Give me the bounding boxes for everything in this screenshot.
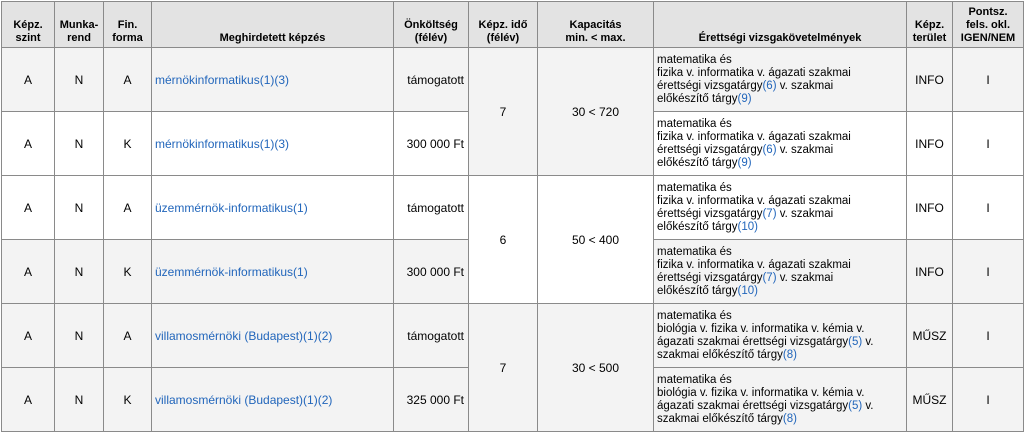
footnote-link[interactable]: (8) [782,348,797,361]
cell-forma: K [104,240,152,304]
header-kepz-terulet[interactable]: Képz. terület [907,2,953,48]
table-row [2,304,1024,368]
cell-onkoltseg: támogatott [394,304,469,368]
cell-szint: A [2,48,55,112]
program-link[interactable]: villamosmérnöki (Budapest)(1)(2) [155,328,333,343]
cell-pontsz: I [953,240,1024,304]
cell-kepzes [152,240,394,304]
cell-kepz-ido: 7 [469,304,538,432]
footnote-link[interactable]: (9) [737,156,752,169]
cell-erettsegi: matematika és fizika v. informatika v. ágazati szakmai érettségi vizsgatárgy(7) v. szakmai előkészítő tárgy(10) [654,240,907,304]
cell-munkarend: N [55,48,104,112]
cell-kepzes [152,368,394,432]
cell-kepz-ido: 6 [469,176,538,304]
cell-erettsegi: matematika és fizika v. informatika v. ágazati szakmai érettségi vizsgatárgy(6) v. szakmai előkészítő tárgy(9) [654,48,907,112]
header-munkarend[interactable]: Munka- rend [55,2,104,48]
cell-erettsegi: matematika és fizika v. informatika v. ágazati szakmai érettségi vizsgatárgy(6) v. szakmai előkészítő tárgy(9) [654,112,907,176]
cell-pontsz: I [953,368,1024,432]
footnote-link[interactable]: (6) [762,143,777,156]
cell-szint: A [2,112,55,176]
header-kapacitas[interactable]: Kapacitás min. < max. [538,2,654,48]
cell-terulet: INFO [907,240,953,304]
cell-terulet: MŰSZ [907,368,953,432]
cell-munkarend: N [55,176,104,240]
cell-erettsegi: matematika és biológia v. fizika v. informatika v. kémia v. ágazati szakmai érettségi vizsgatárgy(5) v. szakmai előkészítő tárgy(8) [654,304,907,368]
program-link[interactable]: üzemmérnök-informatikus(1) [155,264,308,279]
cell-pontsz: I [953,48,1024,112]
cell-munkarend: N [55,240,104,304]
footnote-link[interactable]: (6) [762,79,777,92]
cell-onkoltseg: 300 000 Ft [394,112,469,176]
cell-onkoltseg: támogatott [394,48,469,112]
cell-kepzes [152,304,394,368]
programs-table [1,1,1024,432]
cell-forma: A [104,304,152,368]
cell-kepzes [152,48,394,112]
header-row [2,2,1024,48]
header-fin-forma[interactable]: Fin. forma [104,2,152,48]
cell-terulet: INFO [907,48,953,112]
cell-kepzes [152,112,394,176]
table-row [2,176,1024,240]
header-erettsegi[interactable]: Érettségi vizsgakövetelmények [654,2,907,48]
cell-szint: A [2,304,55,368]
header-kepz-ido[interactable]: Képz. idő (félév) [469,2,538,48]
footnote-link[interactable]: (5) [848,399,863,412]
cell-kapacitas: 30 < 500 [538,304,654,432]
footnote-link[interactable]: (7) [762,207,777,220]
cell-kepzes [152,176,394,240]
cell-onkoltseg: támogatott [394,176,469,240]
header-pontsz[interactable]: Pontsz. fels. okl. IGEN/NEM [953,2,1024,48]
table-row [2,48,1024,112]
cell-pontsz: I [953,176,1024,240]
cell-onkoltseg: 325 000 Ft [394,368,469,432]
footnote-link[interactable]: (10) [737,284,758,297]
cell-onkoltseg: 300 000 Ft [394,240,469,304]
cell-forma: K [104,112,152,176]
footnote-link[interactable]: (5) [848,335,863,348]
cell-pontsz: I [953,112,1024,176]
cell-munkarend: N [55,368,104,432]
cell-munkarend: N [55,304,104,368]
program-link[interactable]: mérnökinformatikus(1)(3) [155,72,290,87]
cell-forma: A [104,48,152,112]
cell-szint: A [2,368,55,432]
program-link[interactable]: villamosmérnöki (Budapest)(1)(2) [155,392,333,407]
footnote-link[interactable]: (7) [762,271,777,284]
header-kepz-szint[interactable]: Képz. szint [2,2,55,48]
cell-kapacitas: 30 < 720 [538,48,654,176]
header-onkoltseg[interactable]: Önköltség (félév) [394,2,469,48]
cell-erettsegi: matematika és fizika v. informatika v. ágazati szakmai érettségi vizsgatárgy(7) v. szakmai előkészítő tárgy(10) [654,176,907,240]
program-link[interactable]: mérnökinformatikus(1)(3) [155,136,290,151]
cell-szint: A [2,176,55,240]
cell-erettsegi: matematika és biológia v. fizika v. informatika v. kémia v. ágazati szakmai érettségi vizsgatárgy(5) v. szakmai előkészítő tárgy(8) [654,368,907,432]
footnote-link[interactable]: (10) [737,220,758,233]
cell-kapacitas: 50 < 400 [538,176,654,304]
footnote-link[interactable]: (9) [737,92,752,105]
cell-pontsz: I [953,304,1024,368]
footnote-link[interactable]: (8) [782,412,797,425]
cell-kepz-ido: 7 [469,48,538,176]
cell-forma: K [104,368,152,432]
cell-terulet: INFO [907,112,953,176]
cell-munkarend: N [55,112,104,176]
cell-szint: A [2,240,55,304]
header-meghirdetett[interactable]: Meghirdetett képzés [152,2,394,48]
program-link[interactable]: üzemmérnök-informatikus(1) [155,200,308,215]
cell-forma: A [104,176,152,240]
cell-terulet: INFO [907,176,953,240]
cell-terulet: MŰSZ [907,304,953,368]
